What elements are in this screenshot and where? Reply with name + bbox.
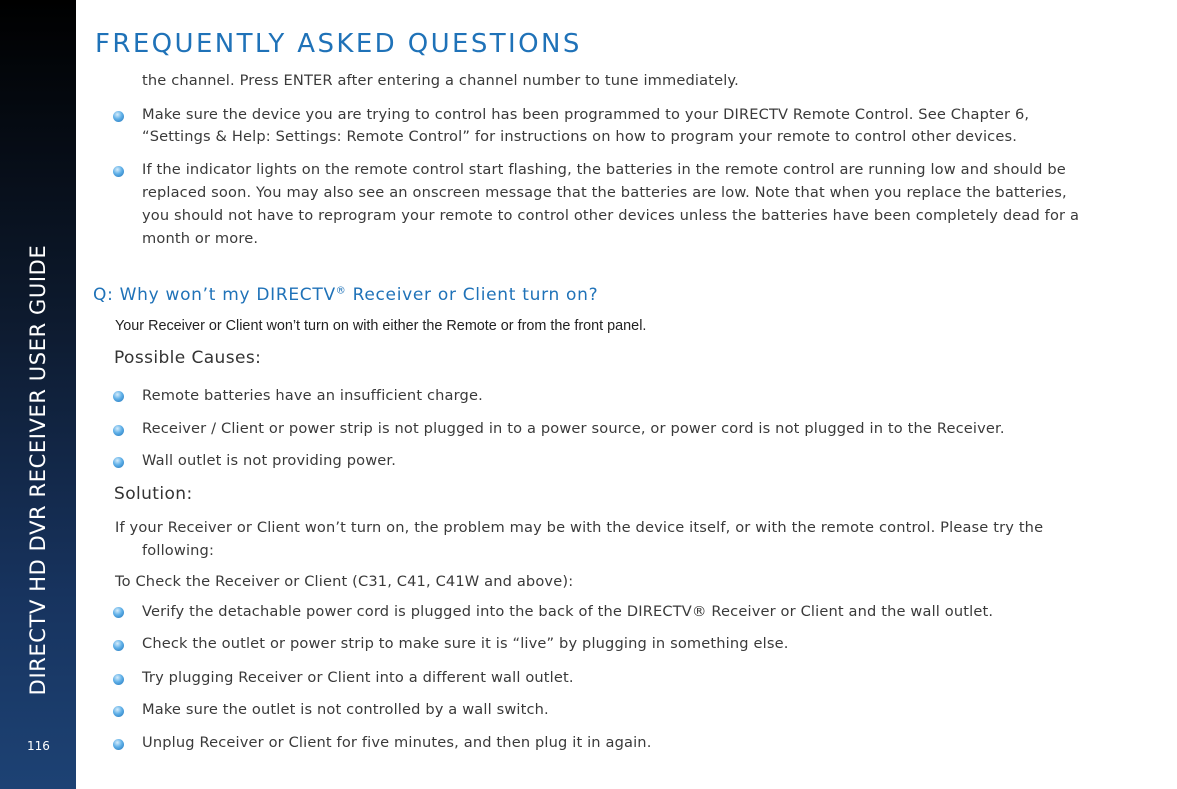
intro-bullet-2-line-4: month or more. <box>142 230 259 247</box>
cause-item: Receiver / Client or power strip is not plugged in to a power source, or power cord is not plugged in to the Receiver. <box>142 420 1005 437</box>
question-title <box>93 285 598 305</box>
bullet-icon <box>113 391 124 402</box>
intro-bullet-2-line-1: If the indicator lights on the remote control start flashing, the batteries in the remote control are running low and should be <box>142 161 1066 178</box>
bullet-icon <box>113 739 124 750</box>
intro-bullet-2-line-3: you should not have to reprogram your remote to control other devices unless the batteries have been completely dead for a <box>142 207 1080 224</box>
question-title-suffix: Receiver or Client turn on? <box>346 285 599 305</box>
check-label: To Check the Receiver or Client (C31, C41, C41W and above): <box>115 573 574 590</box>
solution-step: Unplug Receiver or Client for five minutes, and then plug it in again. <box>142 734 652 751</box>
possible-causes-heading: Possible Causes: <box>114 348 262 368</box>
solution-step: Try plugging Receiver or Client into a different wall outlet. <box>142 669 574 686</box>
sidebar <box>0 0 76 789</box>
bullet-icon <box>113 457 124 468</box>
cause-item: Remote batteries have an insufficient charge. <box>142 387 483 404</box>
solution-intro-line-1: If your Receiver or Client won’t turn on, the problem may be with the device itself, or with the remote control. Please try the <box>115 519 1044 536</box>
intro-continuation: the channel. Press ENTER after entering a channel number to tune immediately. <box>142 72 739 89</box>
bullet-icon <box>113 166 124 177</box>
solution-step: Verify the detachable power cord is plugged into the back of the DIRECTV® Receiver or Client and the wall outlet. <box>142 603 994 620</box>
bullet-icon <box>113 640 124 651</box>
solution-heading: Solution: <box>114 484 193 504</box>
solution-step: Check the outlet or power strip to make sure it is “live” by plugging in something else. <box>142 635 789 652</box>
intro-bullet-1-line-2: “Settings & Help: Settings: Remote Control” for instructions on how to program your remote to control other devices. <box>142 128 1018 145</box>
solution-intro-line-2: following: <box>142 542 215 559</box>
page-number: 116 <box>27 739 50 753</box>
question-title-prefix: Q: Why won’t my DIRECTV <box>93 285 336 305</box>
question-summary: Your Receiver or Client won’t turn on with either the Remote or from the front panel. <box>115 318 647 334</box>
bullet-icon <box>113 607 124 618</box>
bullet-icon <box>113 706 124 717</box>
intro-bullet-2-line-2: replaced soon. You may also see an onscreen message that the batteries are low. Note that when you replace the batteries, <box>142 184 1067 201</box>
solution-step: Make sure the outlet is not controlled by a wall switch. <box>142 701 549 718</box>
cause-item: Wall outlet is not providing power. <box>142 452 397 469</box>
bullet-icon <box>113 674 124 685</box>
bullet-icon <box>113 425 124 436</box>
guide-title: DIRECTV HD DVR RECEIVER USER GUIDE <box>26 244 50 696</box>
page-title: FREQUENTLY ASKED QUESTIONS <box>95 29 582 59</box>
registered-mark: ® <box>335 285 347 297</box>
bullet-icon <box>113 111 124 122</box>
intro-bullet-1-line-1: Make sure the device you are trying to control has been programmed to your DIRECTV Remote Control. See Chapter 6, <box>142 106 1030 123</box>
